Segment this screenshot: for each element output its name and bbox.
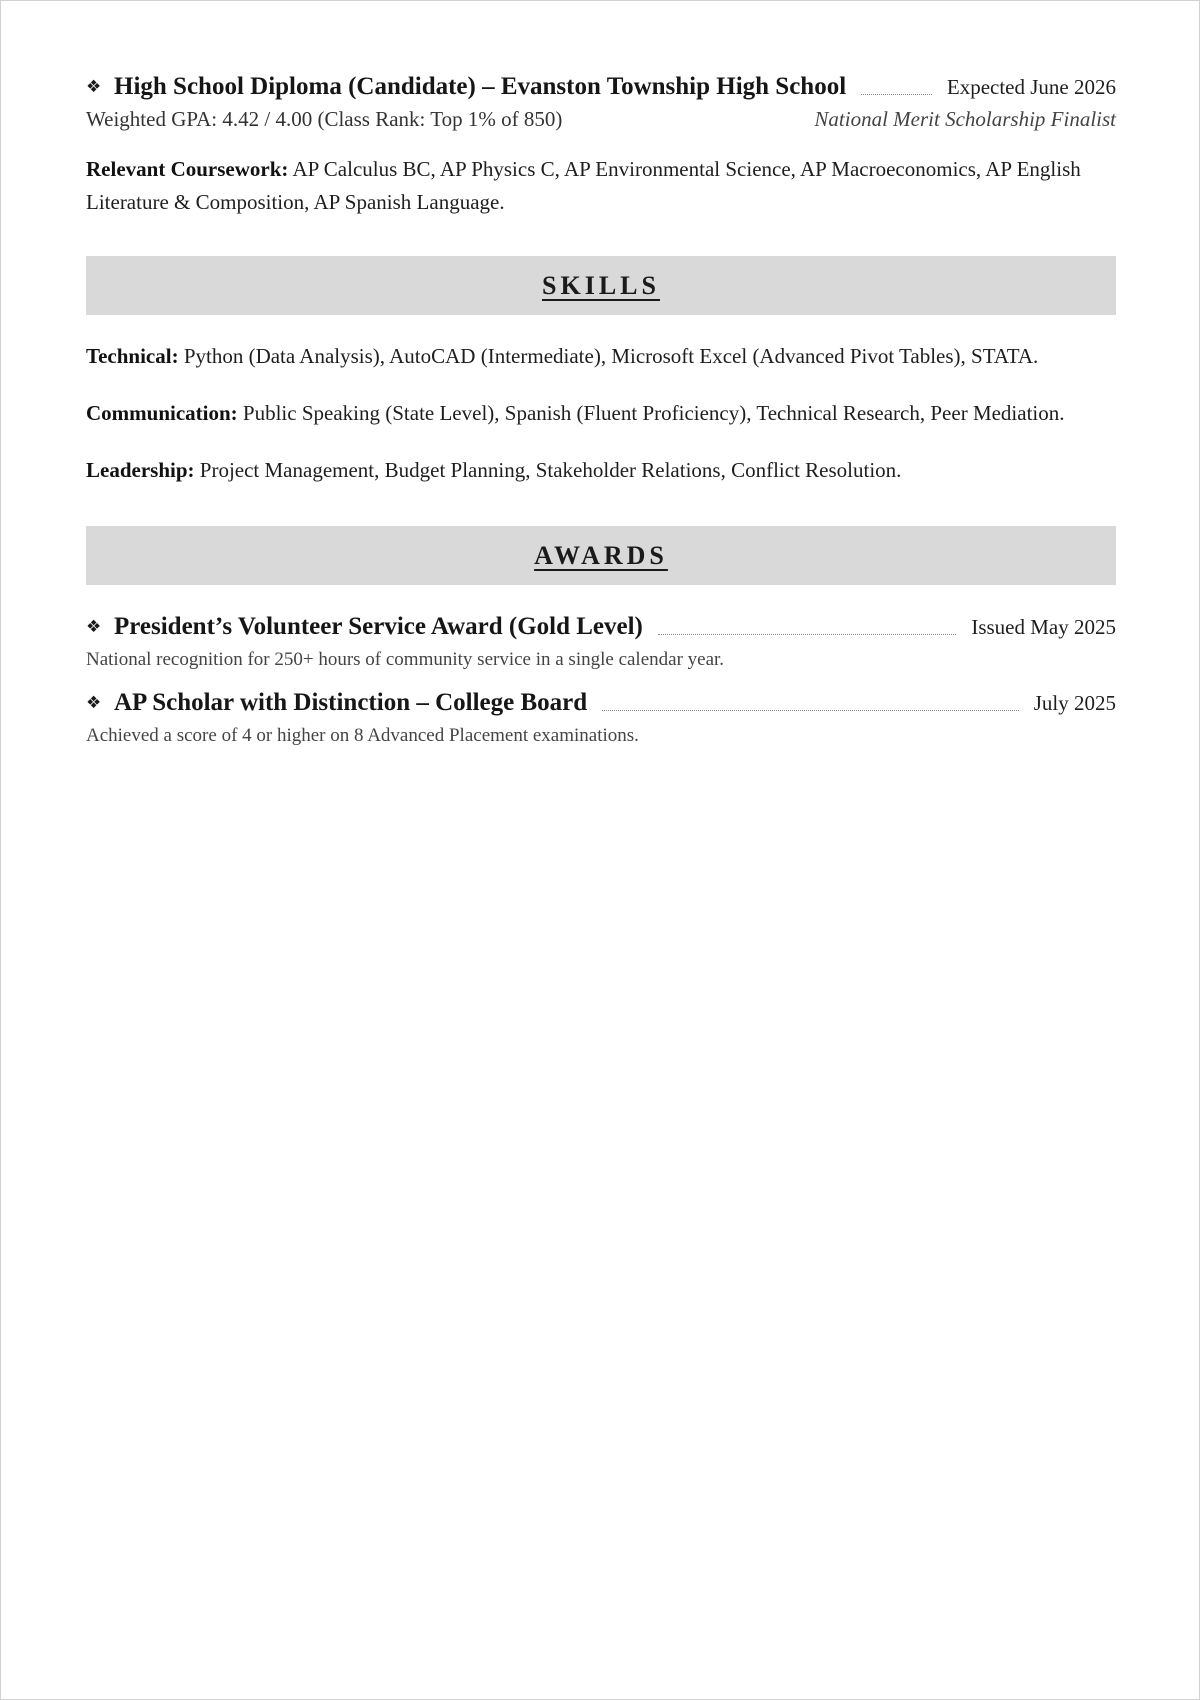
award-header xyxy=(86,685,1116,721)
skill-item-technical xyxy=(86,341,1116,371)
education-entry xyxy=(86,69,1116,219)
skill-label: Technical: xyxy=(86,344,179,368)
education-entry-header xyxy=(86,69,1116,105)
award-date: July 2025 xyxy=(1033,690,1116,715)
skills-section-header xyxy=(86,256,1116,315)
relevant-coursework xyxy=(86,153,1116,219)
skill-item-leadership xyxy=(86,455,1116,485)
award-description: National recognition for 250+ hours of community service in a single calendar year. xyxy=(86,649,725,670)
skill-label: Leadership: xyxy=(86,458,195,482)
resume-content xyxy=(86,69,1116,747)
award-item xyxy=(86,609,1116,671)
education-gpa: Weighted GPA: 4.42 / 4.00 (Class Rank: Top 1% of 850) xyxy=(86,107,563,131)
skill-item-communication xyxy=(86,398,1116,428)
education-subrow xyxy=(86,107,1116,139)
dotted-leader xyxy=(861,94,932,95)
skill-text: Public Speaking (State Level), Spanish (Fluent Proficiency), Technical Research, Peer Mediation. xyxy=(242,401,1065,425)
award-title: AP Scholar with Distinction – College Board xyxy=(114,689,588,716)
education-honor: National Merit Scholarship Finalist xyxy=(814,107,1116,131)
award-item xyxy=(86,685,1116,747)
dotted-leader xyxy=(602,710,1019,711)
awards-section-header xyxy=(86,526,1116,585)
skills-list xyxy=(86,341,1116,485)
education-title: High School Diploma (Candidate) – Evanston Township High School xyxy=(114,73,847,100)
diamond-bullet-icon: ❖ xyxy=(86,77,102,97)
skill-text: Project Management, Budget Planning, Stakeholder Relations, Conflict Resolution. xyxy=(199,458,902,482)
diamond-bullet-icon: ❖ xyxy=(86,617,102,637)
coursework-text: AP Calculus BC, AP Physics C, AP Environmental Science, AP Macroeconomics, AP English Literature & Composition, AP Spanish Language. xyxy=(86,157,1081,214)
award-title: President’s Volunteer Service Award (Gold Level) xyxy=(114,613,643,640)
award-header xyxy=(86,609,1116,645)
award-date: Issued May 2025 xyxy=(971,614,1116,639)
award-description: Achieved a score of 4 or higher on 8 Advanced Placement examinations. xyxy=(86,725,639,746)
dotted-leader xyxy=(658,634,956,635)
education-date: Expected June 2026 xyxy=(946,74,1116,99)
awards-heading: AWARDS xyxy=(534,540,668,570)
diamond-bullet-icon: ❖ xyxy=(86,693,102,713)
skills-heading: SKILLS xyxy=(542,270,660,300)
skill-text: Python (Data Analysis), AutoCAD (Intermediate), Microsoft Excel (Advanced Pivot Tables), STATA. xyxy=(183,344,1039,368)
coursework-label: Relevant Coursework: xyxy=(86,157,289,181)
skill-label: Communication: xyxy=(86,401,238,425)
